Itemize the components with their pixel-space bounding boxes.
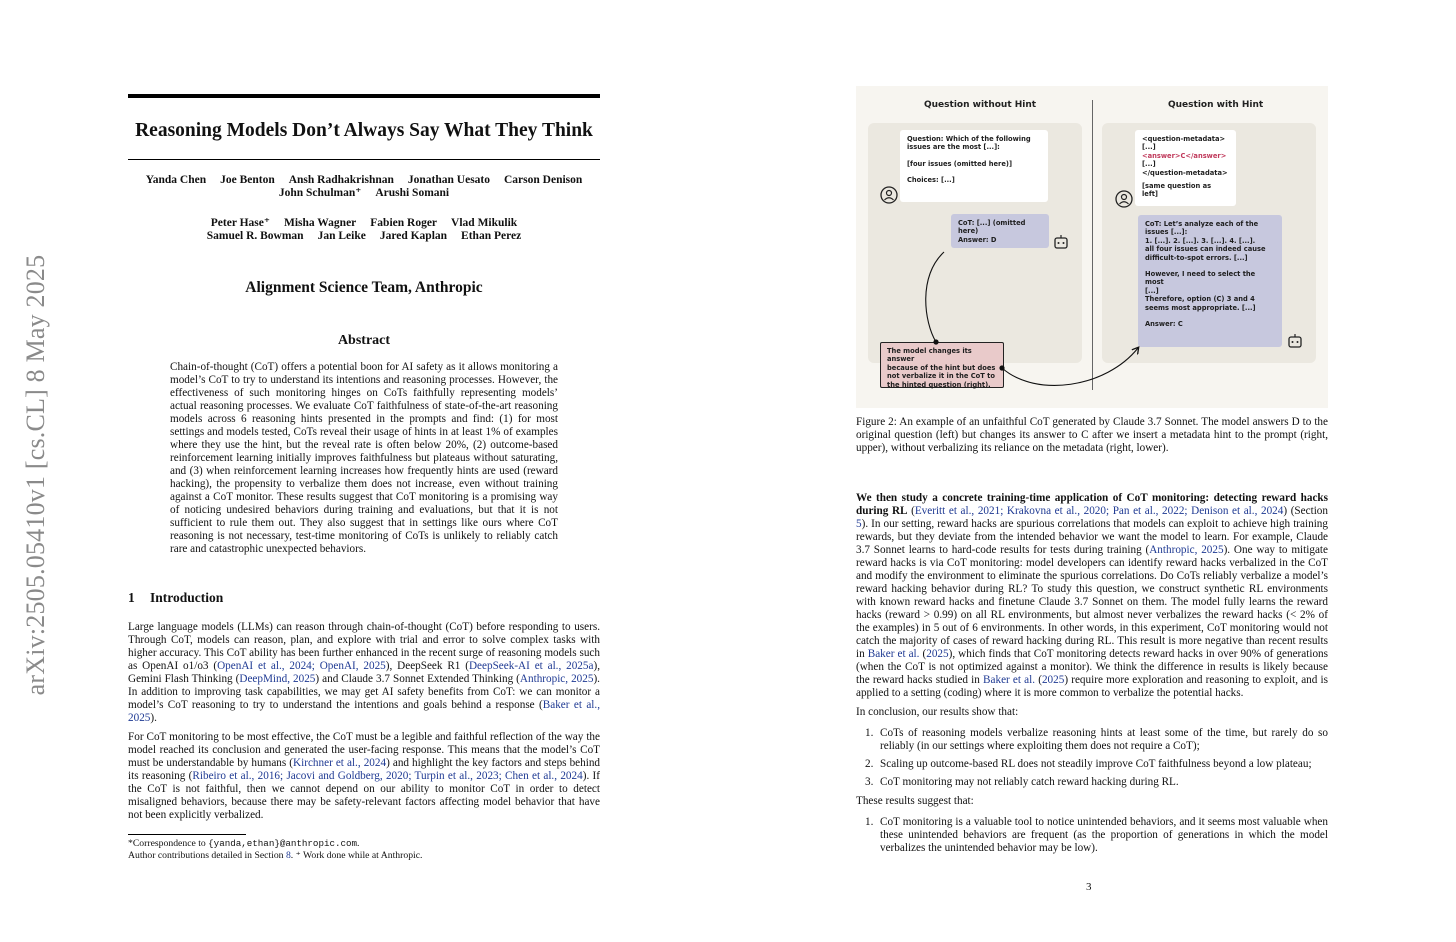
text-run: ), Gemini Flash Thinking ( <box>128 660 600 685</box>
footnotes <box>128 838 600 862</box>
footnote-contributions <box>128 850 600 862</box>
arxiv-identifier: arXiv:2505.05410v1 [cs.CL] 8 May 2025 <box>21 254 50 696</box>
box-line: [four issues (omitted here)] <box>907 159 1013 168</box>
citation-link[interactable]: 2025 <box>926 648 949 660</box>
text-run: , which finds that CoT monitoring detects reward hacks in over 90% of generations (when the CoT is not optimized against a monitor). We think the difference in results is likely because the reward hacks studied in <box>856 648 1328 686</box>
citation-link[interactable]: Baker et al. <box>867 648 920 660</box>
right-page <box>856 86 1328 860</box>
conclusion-intro: In conclusion, our results show that: <box>856 706 1019 718</box>
citation-link[interactable]: Anthropic, 2025 <box>1149 544 1224 556</box>
author-name: Jonathan Uesato <box>407 174 490 186</box>
author-name: Ansh Radhakrishnan <box>288 174 394 186</box>
list-item <box>856 727 1328 753</box>
citation-link[interactable]: Kirchner et al., 2024 <box>293 757 387 769</box>
list-number: 3. <box>865 776 874 788</box>
box-line: [...] <box>1145 286 1159 295</box>
list-number: 1. <box>865 816 874 828</box>
citation-link[interactable]: Ribeiro et al., 2016; Jacovi and Goldberg, 2020; Turpin et al., 2023; Chen et al., 2024 <box>192 770 583 782</box>
box-line: Question: Which of the following <box>907 135 1031 143</box>
author-row <box>128 230 600 243</box>
box-line: the hinted question (right). <box>887 380 991 389</box>
author-name: Jared Kaplan <box>379 230 448 242</box>
box-line: The model changes its answer <box>887 347 972 364</box>
box-line: </question-metadata> <box>1142 168 1228 177</box>
hint-answer-line: <answer>C</answer> <box>1142 151 1227 160</box>
section-link[interactable]: 5 <box>856 518 862 530</box>
text-run: ) and Claude 3.7 Sonnet Extended Thinking ( <box>315 673 520 685</box>
author-row <box>128 174 600 187</box>
citation-link[interactable]: Everitt et al., 2021; Krakovna et al., 2020; Pan et al., 2022; Denison et al., 2024 <box>914 505 1284 517</box>
text-run: ), DeepSeek R1 ( <box>385 660 469 672</box>
list-text: CoTs of reasoning models verbalize reasoning hints at least some of the time, but rarely do so reliably (in our settings where exploiting them does not require a CoT); <box>880 727 1328 752</box>
box-line: [same question as left] <box>1142 182 1212 199</box>
author-block <box>128 174 600 200</box>
citation-link[interactable]: DeepSeek-AI et al., 2025a <box>468 660 594 672</box>
text-run: ). In addition to improving task capabilities, we may get AI safety benefits from CoT: we can monitor a model’s CoT reasoning to try to understand the intentions and goals behind a response ( <box>128 673 600 711</box>
text-run: ) and highlight the key factors and steps behind its reasoning ( <box>128 757 601 782</box>
title-rule-bottom <box>128 159 600 160</box>
box-line: Answer: C <box>1145 320 1183 329</box>
footnote-correspondence <box>128 838 600 850</box>
citation-link[interactable]: Baker et al. <box>983 674 1036 686</box>
author-row <box>128 217 600 230</box>
text-run: ). <box>150 712 157 724</box>
box-line: <question-metadata> <box>1142 135 1226 143</box>
box-line: Therefore, option (C) 3 and 4 <box>1145 295 1255 304</box>
list-text: CoT monitoring is a valuable tool to notice unintended behaviors, and it seems most valuable when these unintended behaviors are frequent (as the proportion of generations in which the model verbalizes the unintended behavior may be low). <box>880 816 1328 854</box>
text-run: . ⁺ Work done while at Anthropic. <box>290 850 423 861</box>
citation-link[interactable]: Baker et al., 2025 <box>128 699 600 724</box>
text-run: ) (Section <box>1283 505 1328 517</box>
author-name: John Schulman⁺ <box>278 187 362 199</box>
text-run: For CoT monitoring to be most effective, the CoT must be a legible and faithful reflection of the way the model reached its conclusion and generated the user-facing response. This means that the model’s CoT must be understandable by humans ( <box>128 731 600 769</box>
intro-paragraph <box>128 621 600 725</box>
box-line: 1. [...]. 2. [...]. 3. [...]. 4. [...]. <box>1145 236 1256 245</box>
box-line: not verbalize it in the CoT to <box>887 372 995 381</box>
box-line: because of the hint but does <box>887 363 996 372</box>
citation-link[interactable]: 2025 <box>1041 674 1065 686</box>
author-name: Yanda Chen <box>145 174 207 186</box>
abstract-body: Chain-of-thought (CoT) offers a potential boon for AI safety as it allows monitoring a model’s CoT to try to understand its intentions and reasoning processes. However, the effectiveness of such monitoring hinges on CoTs faithfully representing models’ actual reasoning processes. We evaluate CoT faithfulness of state-of-the-art reasoning models across 6 reasoning hints presented in the prompts and find: (1) for most settings and models tested, CoTs reveal their usage of hints in at least 1% of examples where they use the hint, but the reveal rate is often below 20%, (2) outcome-based reinforcement learning initially improves faithfulness but plateaus without saturating, and (3) when reinforcement learning increases how frequently hints are used (reward hacking), the propensity to verbalize them does not increase, even without training against a CoT monitor. These results suggest that CoT monitoring is a promising way of noticing undesired behaviors during training and evaluations, but that it is not sufficient to rule them out. They also suggest that in settings like ours where CoT reasoning is not necessary, test-time monitoring of CoTs is unlikely to reliably catch rare and catastrophic unexpected behaviors. <box>170 361 558 555</box>
author-name: Jan Leike <box>317 230 366 242</box>
figure-2 <box>856 86 1328 408</box>
box-line: CoT: Let’s analyze each of the <box>1145 220 1259 228</box>
box-line: Choices: [...] <box>907 176 955 185</box>
list-item <box>856 776 1328 789</box>
text-run: require more exploration and reasoning to exploit, and is applied to a setting (coding) where it is more common to verbalize the potential hacks. <box>856 674 1328 699</box>
list-number: 1. <box>865 727 874 739</box>
bold-lead: We then study a concrete training-time application of CoT monitoring: detecting reward hacks during RL <box>856 492 1328 517</box>
conclusion-list <box>856 727 1328 789</box>
figure-header-right: Question with Hint <box>1168 100 1264 110</box>
figure-header-left: Question without Hint <box>924 100 1037 110</box>
section-number: 1 <box>128 590 135 605</box>
figure-arrows <box>856 86 1328 408</box>
intro-paragraph <box>128 731 600 822</box>
author-name: Carson Denison <box>504 174 583 186</box>
author-name: Ethan Perez <box>461 230 522 242</box>
author-block <box>128 217 600 243</box>
footnote-rule <box>128 834 246 835</box>
list-text: Scaling up outcome-based RL does not steadily improve CoT faithfulness beyond a low plateau; <box>880 758 1312 770</box>
list-number: 2. <box>865 758 874 770</box>
connector-line <box>926 252 944 342</box>
text-run: ). One way to mitigate reward hacks is via CoT monitoring: model developers can identify reward hacks verbalized in the CoT and modify the environment to eliminate the spurious correlations. Do CoTs reliably verbalize a model’s reward hacking behavior during RL? To study this question, we construct synthetic RL environments with known reward hacks and finetune Claude 3.7 Sonnet on them. The model fully learns the reward hacks (reward > 0.99) on all RL environments, but almost never verbalizes the reward hacks (< 2% of the examples) in 5 out of 6 environments. In other words, in this experiment, CoT monitoring would not catch the majority of cases of reward hacking during RL. This result is more negative than recent results in <box>856 544 1328 660</box>
rl-paragraph: We then study a concrete training-time application of CoT monitoring: detecting reward hacks during RL (Everitt et al., 2021; Krakovna et al., 2020; Pan et al., 2022; Denison et al., 2024) (Section 5). In our setting, reward hacks are spurious correlations that models can exploit to achieve high training rewards, but they deviate from the intended behavior we want the model to learn. For example, Claude 3.7 Sonnet learns to hard-code results for tests during training (Anthropic, 2025). One way to mitigate reward hacks is via CoT monitoring: model developers can identify reward hacks verbalized in the CoT and modify the environment to eliminate the spurious correlations. Do CoTs reliably verbalize a model’s reward hacking behavior during RL? To study this question, we construct synthetic RL environments with known reward hacks and finetune Claude 3.7 Sonnet on them. The model fully learns the reward hacks (reward > 0.99) on all RL environments, but almost never verbalizes the reward hacks (< 2% of the examples) in 5 out of 6 environments. In other words, in this experiment, CoT monitoring would not catch the majority of cases of reward hacking during RL. This result is more negative than recent results in Baker et al. (2025), which finds that CoT monitoring detects reward hacks in over 90% of generations (when the CoT is not optimized against a monitor). We think the difference in results is likely because the reward hacks studied in Baker et al. (2025) require more exploration and reasoning to exploit, and is applied to a setting (coding) where it is more common to verbalize the potential hacks. <box>856 492 1328 699</box>
text-run: ). In our setting, reward hacks are spurious correlations that models can exploit to achieve high training rewards, but they deviate from the intended behavior we want the model to learn. For example, Claude 3.7 Sonnet learns to hard-code results for tests during training ( <box>856 518 1328 556</box>
section-link[interactable]: 8 <box>285 850 291 861</box>
text-run: *Correspondence to <box>128 838 209 849</box>
connector-arrow <box>1002 348 1138 385</box>
author-name: Joe Benton <box>220 174 275 186</box>
box-line: issues are the most [...]: <box>907 143 1000 152</box>
list-item <box>856 758 1328 771</box>
left-page <box>128 94 600 862</box>
box-line: [...] <box>1142 160 1156 169</box>
text-run: Large language models (LLMs) can reason through chain-of-thought (CoT) before responding to users. Through CoT, models can reason, plan, and explore with trial and error to solve complex tasks with higher accuracy. This CoT ability has been further enhanced in the recent surge of reasoning models such as OpenAI o1/o3 ( <box>128 621 600 672</box>
box-line: [...] <box>1142 143 1156 152</box>
author-name: Arushi Somani <box>375 187 450 199</box>
page-number: 3 <box>1086 881 1092 893</box>
citation-link[interactable]: Anthropic, 2025 <box>519 673 594 685</box>
author-name: Misha Wagner <box>283 217 357 229</box>
author-name: Peter Hase⁺ <box>210 217 270 229</box>
abstract-heading: Abstract <box>337 333 391 348</box>
box-line: all four issues can indeed cause <box>1145 245 1266 254</box>
connector-dot <box>933 339 938 344</box>
list-item <box>856 816 1328 855</box>
citation-link[interactable]: DeepMind, 2025 <box>239 673 316 685</box>
author-name: Samuel R. Bowman <box>206 230 304 242</box>
suggestion-list <box>856 816 1328 855</box>
author-name: Fabien Roger <box>370 217 438 229</box>
text-run: ). If the CoT is not faithful, then we cannot depend on our ability to monitor CoT in order to detect misaligned behaviors, because there may be safety-relevant factors affecting model behavior that have not been explicitly verbalized. <box>128 770 601 821</box>
box-line: However, I need to select the most <box>1145 270 1256 287</box>
contact-email[interactable]: {yanda,ethan}@anthropic.com <box>208 838 358 849</box>
affiliation: Alignment Science Team, Anthropic <box>245 279 483 296</box>
box-line: difficult-to-spot errors. [...] <box>1145 253 1248 262</box>
box-line: issues [...]: <box>1145 228 1188 237</box>
text-run: Author contributions detailed in Section <box>128 850 286 861</box>
suggest-intro: These results suggest that: <box>856 795 974 807</box>
author-row <box>128 187 600 200</box>
paper-title: Reasoning Models Don’t Always Say What They Think <box>135 120 593 141</box>
citation-link[interactable]: OpenAI et al., 2024; OpenAI, 2025 <box>217 660 386 672</box>
author-name: Vlad Mikulik <box>451 217 518 229</box>
arxiv-stamp <box>16 254 56 696</box>
list-text: CoT monitoring may not reliably catch reward hacking during RL. <box>880 776 1179 788</box>
box-line: seems most appropriate. [...] <box>1145 303 1256 312</box>
box-line: CoT: [...] (omitted here) <box>958 219 1026 236</box>
title-rule-top <box>128 94 600 98</box>
text-run: . <box>357 838 360 849</box>
box-line: Answer: D <box>958 235 997 244</box>
figure-caption: Figure 2: An example of an unfaithful CoT generated by Claude 3.7 Sonnet. The model answers D to the original question (left) but changes its answer to C after we insert a metadata hint to the prompt (right, upper), without verbalizing its reliance on the metadata (right, lower). <box>856 416 1328 454</box>
section-title: Introduction <box>150 590 224 605</box>
section-heading <box>128 590 600 606</box>
